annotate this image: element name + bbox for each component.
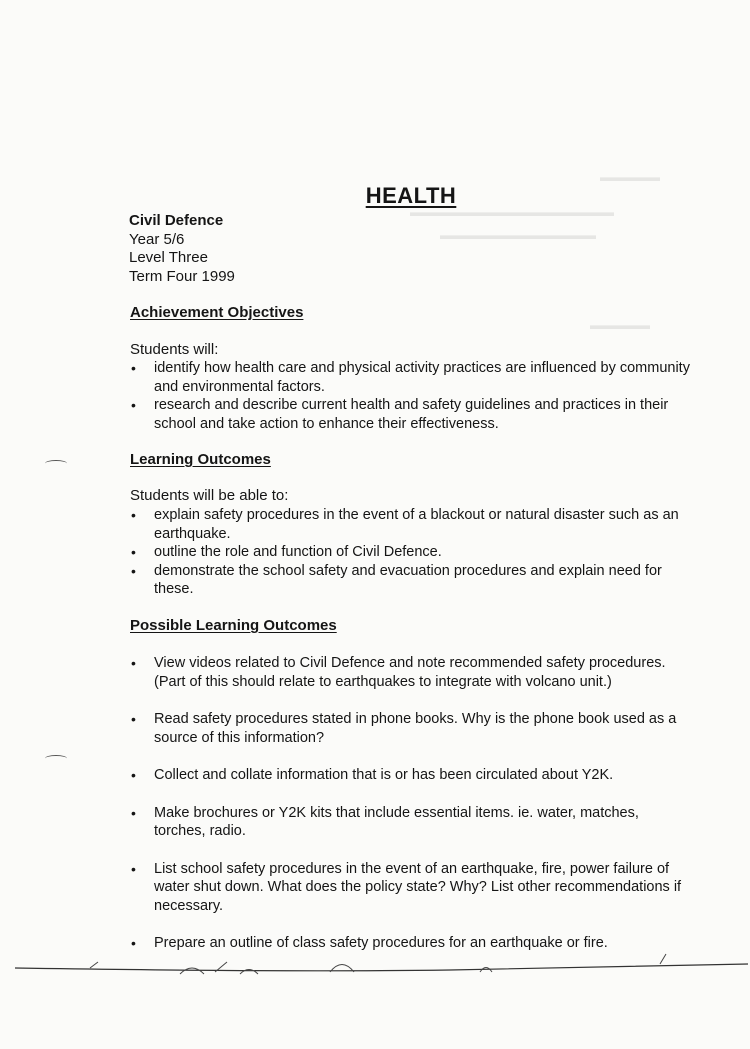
bleed-through-mark: ▬▬▬▬▬▬▬▬▬▬▬▬▬	[440, 228, 596, 242]
possible-list	[130, 654, 690, 972]
list-item: • research and describe current health and safety guidelines and practices in their school and take action to enhance their effectiveness.	[130, 396, 690, 433]
page-title: HEALTH	[365, 182, 457, 208]
learning-intro: Students will be able to:	[130, 487, 289, 504]
achievement-intro: Students will:	[130, 341, 219, 358]
list-item: • List school safety procedures in the event of an earthquake, fire, power failure of water shut down. What does the policy state? Why? List other recommendations if necessary.	[130, 860, 690, 916]
document-meta	[129, 212, 235, 286]
list-item: • outline the role and function of Civil Defence.	[130, 543, 690, 562]
handwritten-line	[0, 948, 750, 988]
list-item: • Read safety procedures stated in phone books. Why is the phone book used as a source of this information?	[130, 710, 690, 747]
list-item: • Make brochures or Y2K kits that include essential items. ie. water, matches, torches, radio.	[130, 804, 690, 841]
bleed-through-mark: ▬▬▬▬▬▬▬▬▬▬▬▬▬▬▬▬▬	[410, 205, 614, 219]
meta-year: Year 5/6	[129, 230, 185, 248]
list-item: • Prepare an outline of class safety procedures for an earthquake or fire.	[130, 934, 690, 953]
meta-level: Level Three	[129, 249, 208, 266]
list-item: • Collect and collate information that is or has been circulated about Y2K.	[130, 766, 690, 785]
list-item: • identify how health care and physical activity practices are influenced by community and environmental factors.	[130, 359, 690, 396]
achievement-list	[130, 359, 690, 433]
learning-heading: Learning Outcomes	[130, 451, 271, 468]
margin-mark	[45, 460, 67, 467]
meta-topic: Civil Defence	[129, 212, 224, 229]
achievement-heading: Achievement Objectives	[130, 304, 304, 321]
bleed-through-mark: ▬▬▬▬▬	[590, 318, 650, 332]
margin-mark	[45, 755, 67, 762]
meta-term: Term Four 1999	[129, 267, 235, 285]
list-item: • demonstrate the school safety and evacuation procedures and explain need for these.	[130, 562, 690, 599]
list-item: • View videos related to Civil Defence and note recommended safety procedures. (Part of this should relate to earthquakes to integrate with volcano unit.)	[130, 654, 690, 691]
learning-list	[130, 506, 690, 599]
possible-heading: Possible Learning Outcomes	[130, 617, 337, 634]
bleed-through-mark: ▬▬▬▬▬	[600, 170, 660, 184]
list-item: • explain safety procedures in the event of a blackout or natural disaster such as an earthquake.	[130, 506, 690, 543]
